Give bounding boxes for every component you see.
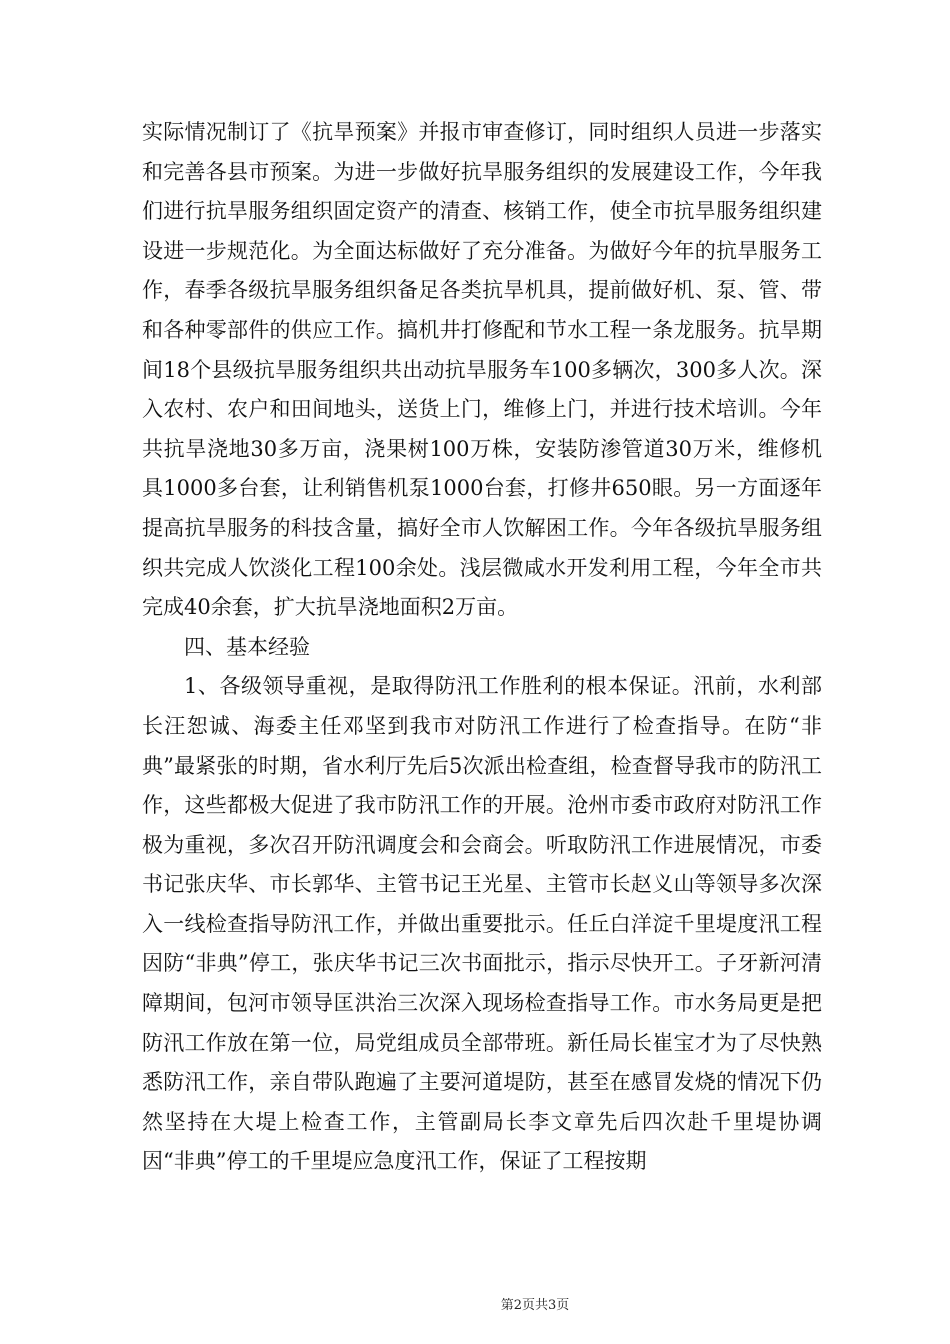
page-footer — [0, 1296, 950, 1316]
paragraph-leadership: 1、各级领导重视，是取得防汛工作胜利的根本保证。汛前，水利部长汪恕诚、海委主任邓坚到我市对防汛工作进行了检查指导。在防“非典”最紧张的时期，省水利厅先后5次派出检查组，检查督导我市的防汛工作，这些都极大促进了我市防汛工作的开展。沧州市委市政府对防汛工作极为重视，多次召开防汛调度会和会商会。听取防汛工作进展情况，市委书记张庆华、市长郭华、主管书记王光星、主管市长赵义山等领导多次深入一线检查指导防汛工作，并做出重要批示。任丘白洋淀千里堤度汛工程因防“非典”停工，张庆华书记三次书面批示，指示尽快开工。子牙新河清障期间，包河市领导匡洪治三次深入现场检查指导工作。市水务局更是把防汛工作放在第一位，局党组成员全部带班。新任局长崔宝才为了尽快熟悉防汛工作，亲自带队跑遍了主要河道堤防，甚至在感冒发烧的情况下仍然坚持在大堤上检查工作，主管副局长李文章先后四次赴千里堤协调因“非典”停工的千里堤应急度汛工作，保证了工程按期 — [142, 674, 822, 1174]
section-heading-basic-experience: 四、基本经验 — [184, 634, 310, 659]
document-body — [142, 113, 822, 1182]
paragraph-drought-service: 实际情况制订了《抗旱预案》并报市审查修订，同时组织人员进一步落实和完善各县市预案。为进一步做好抗旱服务组织的发展建设工作，今年我们进行抗旱服务组织固定资产的清查、核销工作，使全市抗旱服务组织建设进一步规范化。为全面达标做好了充分准备。为做好今年的抗旱服务工作，春季各级抗旱服务组织备足各类抗旱机具，提前做好机、泵、管、带和各种零部件的供应工作。搞机井打修配和节水工程一条龙服务。抗旱期间18个县级抗旱服务组织共出动抗旱服务车100多辆次，300多人次。深入农村、农户和田间地头，送货上门，维修上门，并进行技术培训。今年共抗旱浇地30多万亩，浇果树100万株，安装防渗管道30万米，维修机具1000多台套，让利销售机泵1000台套，打修井650眼。另一方面逐年提高抗旱服务的科技含量，搞好全市人饮解困工作。今年各级抗旱服务组织共完成人饮淡化工程100余处。浅层微咸水开发利用工程，今年全市共完成40余套，扩大抗旱浇地面积2万亩。 — [142, 120, 822, 620]
page-number-indicator: 第2页共3页 — [500, 1298, 570, 1313]
